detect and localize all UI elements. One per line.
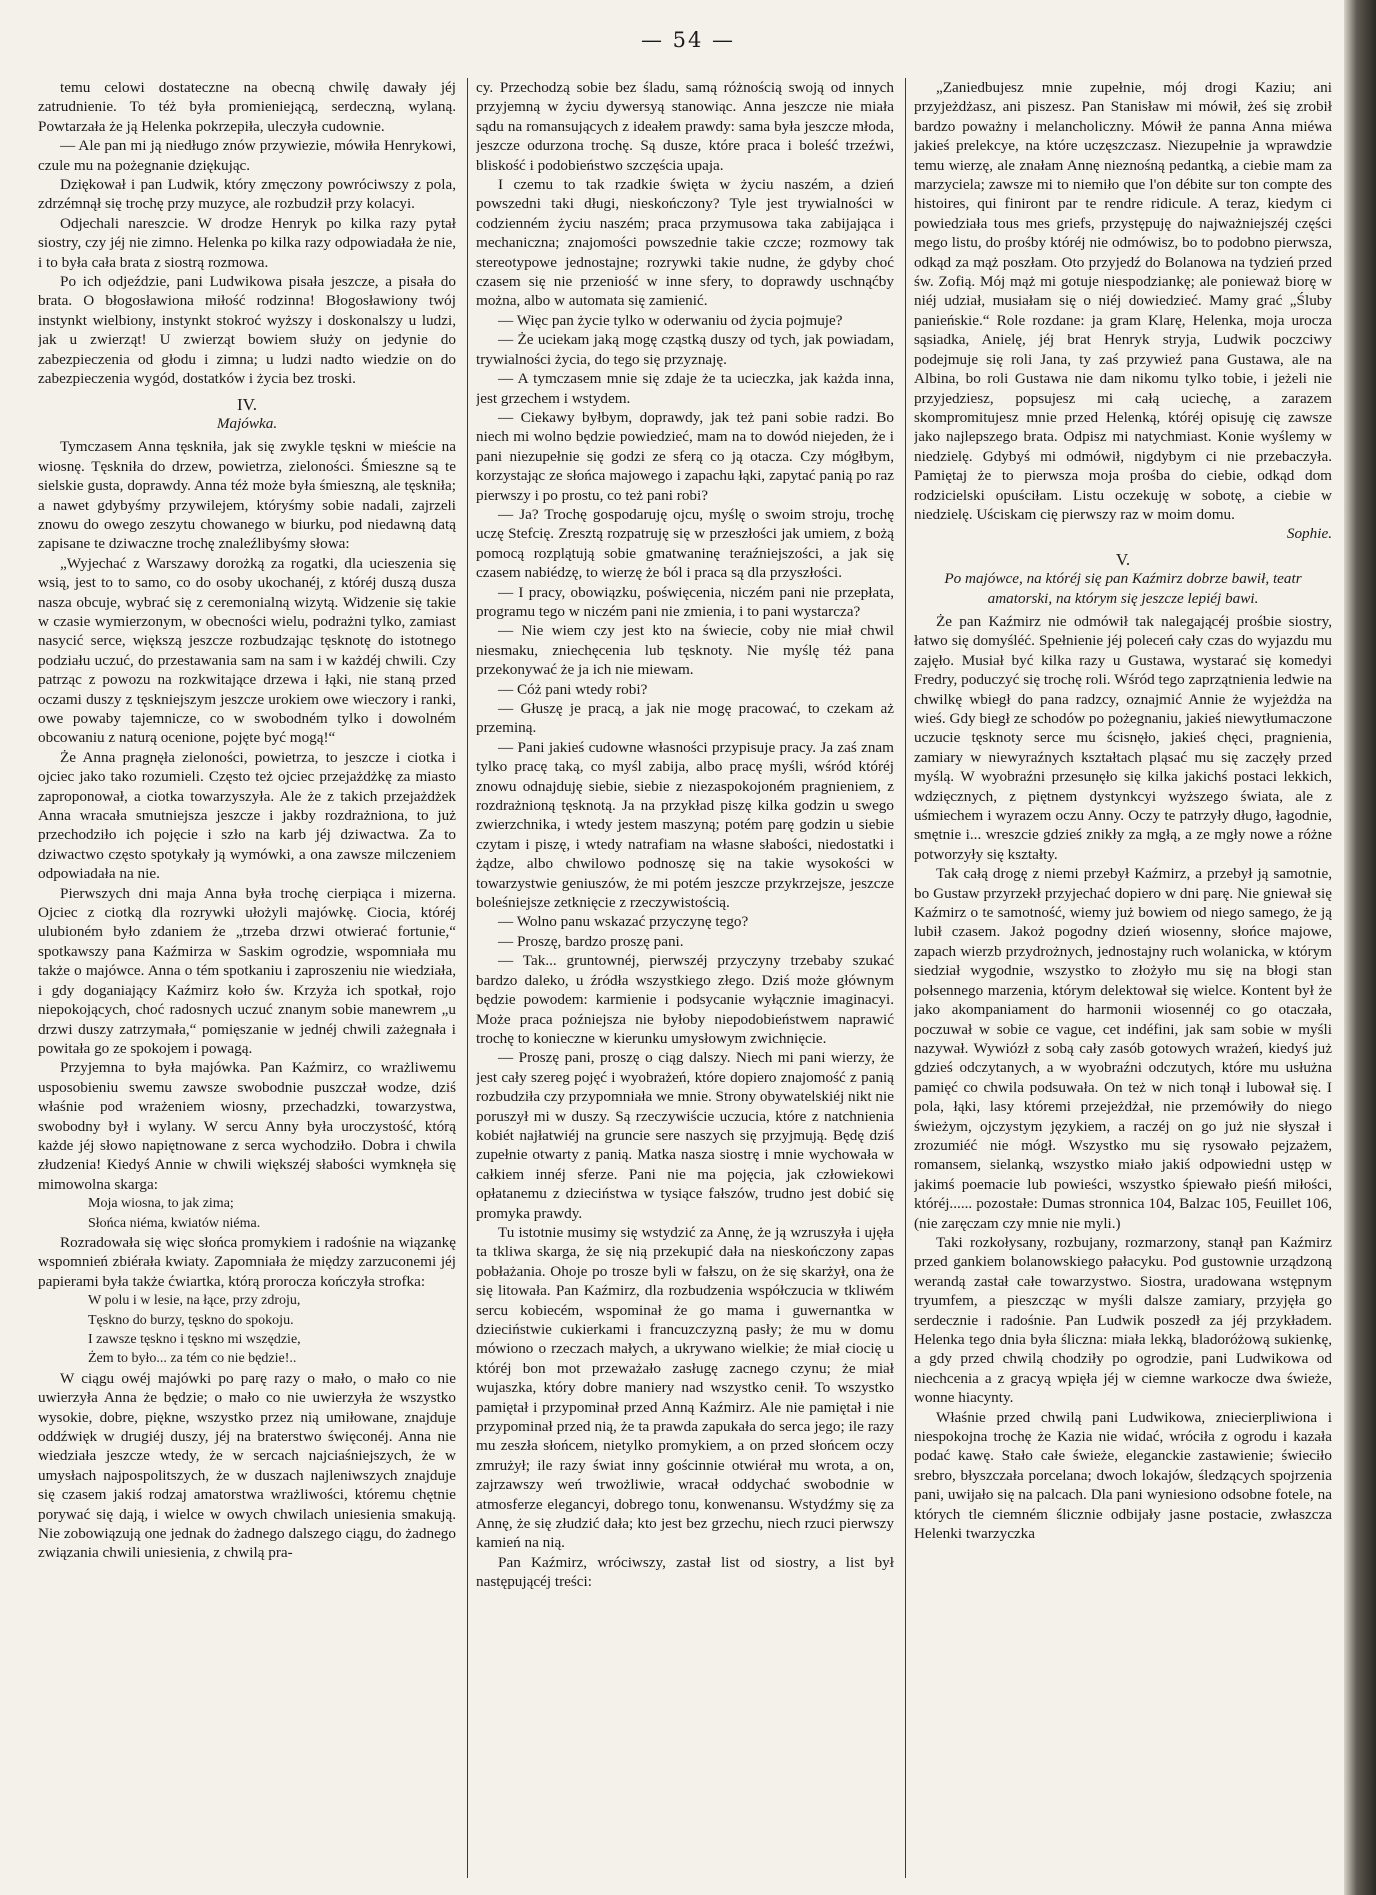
paragraph: — Że uciekam jaką mogę cząstką duszy od tych, jak powiadam, trywialności życia, do tego się przyznaję. <box>476 331 894 368</box>
paragraph: Tak całą drogę z niemi przebył Kaźmirz, a przebył ją samotnie, bo Gustaw przyrzekł przyjechać dopiero w dni parę. Nie gniewał się Kaźmirz o te samotność, wiemy już bowiem od niego samego, że ją lubił czasem. Jakoż pogodny dzień wiosenny, słońce majowe, zapach wierzb przydrożnych, jednostajny ruch wolanicka, w którym siedział wygodnie, wszystko to złożyło mu się na błogi stan połsennego marzenia, którym delektował się wielce. Kontent był że jako akompaniament do harmonii wiosennéj co go otaczała, poczuwał w sobie ce vague, cet indéfini, jak sam sobie w myśli nazywał. Wywiózł z sobą cały zasób gotowych wrażeń, kiedyś już gdzieś odczytanych, a w wyobraźni odczutych, które mu usłużna pamięć co chwila podsuwała. On też w nich tonął i lubował się. I pola, łąki, lasy któremi przejeżdżał, nie przemówiły do niego świeżym, ojczystym językiem, a raczéj on go już nie słyszał i zrozumiéć nie mógł. Wszystko mu się rysowało pejzażem, romansem, sielanką, wszystko miało jakiś odpowiedni ustęp w jakimś poemacie lub powieści, wszystko śpiewało pieśń miłości, któréj...... pozostałe: Dumas stronnica 104, Balzac 105, Feuillet 106, (nie zaręczam czy mnie nie myli.) <box>914 865 1332 1232</box>
verse-line: I zawsze tęskno i tęskno mi wszędzie, <box>88 1332 301 1347</box>
paragraph: — I pracy, obowiązku, poświęcenia, niczém pani nie przepłata, programu tego w niczém pani nie zmienia, i to pani wystarcza? <box>476 583 894 620</box>
column-middle <box>476 78 894 1878</box>
paragraph: — Cóż pani wtedy robi? <box>498 680 648 698</box>
paragraph: — A tymczasem mnie się zdaje że ta ucieczka, jak każda inna, jest grzechem i wstydem. <box>476 370 894 407</box>
signature: Sophie. <box>1286 525 1332 543</box>
paragraph: — Więc pan życie tylko w oderwaniu od życia pojmuje? <box>498 311 843 329</box>
paragraph: — Wolno panu wskazać przyczynę tego? <box>498 913 749 931</box>
paragraph: Rozradowała się więc słońca promykiem i radośnie na wiązankę wspomnień zbiérała kwiaty. Zapomniała że między zarzuconemi jéj papierami była także ćwiartka, którą proroczа kończyła strofka: <box>38 1233 456 1290</box>
verse-line: Tęskno do burzy, tęskno do spokoju. <box>88 1312 294 1328</box>
paragraph: cy. Przechodzą sobie bez śladu, samą różnością swoją od innych przyjemną w życiu dywersyą stanowiąc. Anna jeszcze nie miała sądu na romansujących z ideałem prawdy: sama była jeszcze młoda, jeszcze odurzona trochę. Są dusze, które praca i boleść trzeźwi, bliskość i podobieństwo szczęścia upaja. <box>476 79 894 174</box>
paragraph: Pan Kaźmirz, wróciwszy, zastał list od siostry, a list był następującéj treści: <box>476 1553 894 1591</box>
paragraph: Odjechali nareszcie. W drodze Henryk po kilka razy pytał siostry, czy jéj nie zimno. Helenka po kilka razy odpowiadała że nie, i to była cała brata z siostrą rozmowa. <box>38 214 456 271</box>
section-title: Po majówce, na któréj się pan Kaźmirz dobrze bawił, teatr amatorski, na którym się jeszcze lepiéj bawi. <box>944 570 1302 607</box>
paragraph: — Tak... gruntownéj, pierwszéj przyczyny trzebaby szukać bardzo daleko, u źródła wszystkiego złego. Dziś może głównym będzie powodem: karmienie i podsycanie wyłącznie imaginacyi. Może praca poźniejsza nie byłoby niepodobieństwem naprawić trochę to konieczne w kierunku umysłowym zwichnięcie. <box>476 952 894 1047</box>
paragraph: Pierwszych dni maja Anna była trochę cierpiąca i mizerna. Ojciec z ciotką dla rozrywki ułożyli majówkę. Ciocia, któréj ulubioném było zdaniem że „trzeba drzwi otwierać fortunie,“ spotkawszy pana Kaźmirza w Saskim ogrodzie, wspomniała mu także o majówce. Anna o tém spotkaniu i zaproszeniu nie wiedziała, i gdy doganiający Kaźmirz koło św. Krzyża ich spotkał, rojo niepokojących, choć radosnych uczuć znanym sobie manewrem „u drzwi duszy zatrzymała,“ pomięszanie w jednéj chwili zażegnała i powitała go ze spokojem i powagą. <box>38 884 456 1057</box>
paragraph: Tymczasem Anna tęskniła, jak się zwykle tęskni w mieście na wiosnę. Tęskniła do drzew, powietrza, zieloności. Śmieszne są te sielskie gusta, doprawdy. Anna téż może była śmieszną, ale tęskniła; a nawet gdybyśmy przywilejem, któryśmy sobie nadali, zajrzeli znowu do owego zeszytu chowanego w biurku, pod niedawną datą zapisane te dziwaczne trochę znaleźlibyśmy słowa: <box>38 438 456 553</box>
paragraph: „Zaniedbujesz mnie zupełnie, mój drogi Kaziu; ani przyjeżdżasz, ani piszesz. Pan Stanisław mi mówił, żeś się zrobił bardzo poważny i melancholiczny. Mówił że panna Anna miéwa jakieś prelekcye, na które uczęszczasz. Niezupełnie ja wprawdzie temu wierzę, ale znałam Annę nieznośną pedantką, a ciebie mam za marzyciela; zawsze mi to niemiło que l'on débite sur ton compte des histoires, qui finiront par te rendre ridicule. A teraz, kiedym ci powiedziała tous mes griefs, przystępuję do najważniejszéj części mego listu, do prośby któréj nie odmówisz, bo to podobno pierwsza, odkąd za mąż poszłam. Oto przyjedź do Bolanowa na tydzień przed św. Zofią. Mój mąż mi gotuje niespodziankę; ale ponieważ biorę w niéj udział, musiałam się o niéj dowiedzieć. Mamy grać „Śluby panieńskie.“ Role rozdane: ja gram Klarę, Helenka, moja urocza sąsiadka, Anielę, jéj brat Henryk stryja, Ludwik poczciwy podejmuje się roli Jana, ty zaś przywieź pana Gustawa, ale na Albina, bo roli Gustawa nie dam nikomu tylko tobie, i jeżeli nie przyjedziesz, popsujesz mi całą uciechę, a zarazem skompromitujesz mnie przed Helenką, któréj opisuję cię zawsze jako najlepszego brata. Odpisz mi natychmiast. Konie wyślemy w niedzielę. Gdybyś mi odmówił, nigdybym ci nie przebaczyła. Pamiętaj że to pierwsza moja prośba do ciebie, odkąd dom rodzicielski opuściłam. Listu oczekuję w sobotę, a ciebie w niedzielę. Uściskam cię pierwszy raz w moim domu. <box>914 79 1332 523</box>
paragraph: — Głuszę je pracą, a jak nie mogę pracować, to czekam aż przeminą. <box>476 700 894 737</box>
paragraph: Że Anna pragnęła zieloności, powietrza, to jeszcze i ciotka i ojciec jako tako rozumieli. Często też ojciec przejażdżkę za miasto zaproponował, a ciotka towarzyszyła. Ale że z takich przejażdżek Anna wracała smutniejsza jeszcze i jakby rozdrażniona, to już przechodziło ich pojęcie i szło na karb jéj dziwactwa. Za to dziwactwo często spotykały ją wymówki, a ona zawsze milczeniem odpowiadała na nie. <box>38 748 456 883</box>
paragraph: Właśnie przed chwilą pani Ludwikowa, zniecierpliwiona i niespokojna trochę że Kazia nie widać, wróciła z ogrodu i kazała podać kawę. Stało całe świeże, eleganckie zastawienie; świeciło srebro, błyszczała porcelana; dwoch lokajów, śledzących spojrzenia pani, uwijało się na palcach. Dla pani wyniesiono odsobne fotele, na których tle ciemném ślicznie odbijały jasne postacie, zwłaszcza Helenki twarzyczka <box>914 1408 1332 1543</box>
paragraph: — Ale pan mi ją niedługo znów przywiezie, mówiła Henrykowi, czule mu na pożegnanie dziękując. <box>38 137 456 174</box>
verse-line: Moja wiosna, to jak zima; <box>88 1196 234 1212</box>
verse <box>38 1291 456 1369</box>
paragraph: Tu istotnie musimy się wstydzić za Annę, że ją wzruszyła i ujęła ta tkliwa skarga, że się nią przekupić dała na nieskończony zapas pobłażania. Ohoje po trosze byli w fałszu, on że się skarżył, ona że się litowała. Pan Kaźmirz, dla rozbudzenia współczucia w tkliwém sercu kobiecém, wspominał że go mama i guwernantka w dzieciństwie cukierkami i francuzczyzną pasły; że mu w domu mówiono o rzeczach małych, a ukrywano wielkie; że miał ciocię u któréj bon mot przeważało zasługę zacnego czynu; że miał wujaszka, który dobre maniery nad wszystko cenił. To wszystko pamiętał i przypominał przed Anną Kaźmirz. Ale nie pamiętał i nie przypominał przed nią, że ta prawda zapukała do serca jego; ile razy mu zeszła słońcem, nietylko promykiem, a on przed słońcem oczy zmrużył; ile razy świat inny gościnnie otwiérał mu wrota, a on, zajrzawszy weń trwożliwie, wracał oddychać swobodnie w atmosferze elegancyi, dobrego tonu, konwenansu. Wstydźmy się za Annę, że się złudzić dała; kto jest bez grzechu, niech rzuci pierwszy kamień na nią. <box>476 1223 894 1552</box>
paragraph: Że pan Kaźmirz nie odmówił tak nalegającéj prośbie siostry, łatwo się domyśléć. Spełnienie jéj poleceń cały czas do wyjazdu mu zajęło. Musiał być kilka razy u Gustawa, wystarać się komedyi Fredry, poduczyć się trochę roli. Wśród tego zaprzątnienia ledwie na chwilkę wbiegł do pana radzcy, oznajmić Annie że wyjeżdża na wieś. Gdy biegł ze schodów po pożegnaniu, jakieś niewytłumaczone uczucie tęsknoty serce mu ścisnęło, jakieś chęci, pragnienia, zamiary w niewyraźnych kształtach pląsać mu się zaczęły przed myślą. W wyobraźni przesunęło się kilka jakichś postaci lekkich, wdzięcznych, z piętnem dystynkcyi wyższego świata, ale z uśmiechem i wyrazem oczu Anny. Oczy te patrzyły długo, łagodnie, smętnie i... wreszcie gdzieś znikły za mgłą, a ze mgły nowe a różne potworzyły się kształty. <box>914 612 1332 863</box>
paragraph: W ciągu owéj majówki po parę razy o mało, o mało co nie uwierzyła Anna że będzie; o mało co nie uwierzyła że wszystko wysokie, dobre, piękne, wszystko przez nią umiłowane, znajduje oddźwięk w drugiéj duszy, jéj na braterstwo święconéj. Anna nie wiedziała jeszcze wtedy, że w sercach najciaśniejszych, że w umysłach najpospolitszych, że w duszach najleniwszych znajduje się czasem jakiś rodzaj amatorstwa wrażliwości, któremu chętnie porywać się dają, i wielce w owych chwilach uniesienia smakują. Nie zobowiązują one jednak do żadnego dalszego ciągu, do żadnego związania chwili uniesienia, z chwilą pra- <box>38 1369 456 1562</box>
section-title: Majówka. <box>216 414 278 432</box>
paragraph: Taki rozkołysany, rozbujany, rozmarzony, stanął pan Kaźmirz przed gankiem bolanowskiego pałacyku. Pod gustownie urządzoną werandą zastał całe towarzystwo. Siostra, uradowana wstępnym tryumfem, a pieszcząc w myśli dalsze zamiary, przyjęła go serdecznie i radośnie. Pan Ludwik poszedł za jéj przykładem. Helenka tego dnia była śliczna: miała lekką, bladoróżową sukienkę, a gdy przed chwilą chodziły po ogrodzie, pani Ludwikowa od niechcenia a z gracyą wpięła jéj w ciemne warkocze dwa świeże, wonne hiacynty. <box>914 1233 1332 1407</box>
paragraph: „Wyjechać z Warszawy dorożką za rogatki, dla ucieszenia się wsią, jest to to samo, co do osoby ukochanéj, z któréj duszą dusza nasza obcuje, wybrać się z ceremonialną wizytą. Widzenie się takie w czasie wymierzonym, w obecności wielu, podrażni tylko, zamiast nasycić serce, większą jeszcze rozbudzając tęsknotę do istotnego podziału uczuć, do przestawania sam na sam i w każdéj chwili. Czy patrząc z powozu na rozkwitające drzewa i łąki, nie staną przed oczami duszy z tęskniejszym jeszcze urokiem owe wieczory i ranki, owe powaby tajemnicze, co w swobodném tylko i dowolném obcowaniu z naturą ocenione, pojęte być mogą!“ <box>38 554 456 747</box>
paragraph: — Proszę pani, proszę o ciąg dalszy. Niech mi pani wierzy, że jest cały szereg pojęć i wyobrażeń, które dopiero znajomość z panią rozbudziła czy przypomniała we mnie. Strony obywatelskiéj nikt nie poruszył mi w duszy. Są rzeczywiście uczucia, które z natchnienia kobiét najłatwiéj na gruncie sere naszych się przyjmują. Będę dziś zupełnie otwarty z panią. Matka nasza siostrę i mnie wychowała w całkiem innéj sferze. Pani nie ma pojęcia, jak człowiekowi opłatanemu z dzieciństwa w tysiące fałszów, trudno jest dobić się promyka prawdy. <box>476 1049 894 1222</box>
column-divider <box>905 78 906 1878</box>
paragraph: temu celowi dostateczne na obecną chwilę dawały jéj zatrudnienie. To téż była promieniejącą, serdeczną, wylaną. Powtarzała że ją Helenka pokrzepiła, uleczyła cudownie. <box>38 79 456 135</box>
paragraph: — Ciekawy byłbym, doprawdy, jak też pani sobie radzi. Bo niech mi wolno będzie powiedzieć, mam na to dowód niejeden, że i pani niezupełnie się godzi ze sferą co ją otacza. Czy mógłbym, korzystając ze słońca majowego i zapachu łąki, zapytać panią po raz pierwszy i po prostu, co też pani robi? <box>476 408 894 504</box>
column-left <box>38 78 456 1878</box>
paragraph: Po ich odjeździe, pani Ludwikowa pisała jeszcze, a pisała do brata. O błogosławiona miłość rodzinna! Błogosławiony twój instynkt wielbiony, instynkt stokroć wyższy i doskonalszy u ludzi, jak u zwierząt! U zwierząt bowiem służy on jedynie do zabezpieczenia od głodu i zimna; u ludzi nadto wiedzie on do zabezpieczenia wygód, dostatków i życia bez troski. <box>38 273 456 388</box>
verse-line: W polu i w lesie, na łące, przy zdroju, <box>88 1293 301 1309</box>
section-number: V. <box>1115 549 1131 569</box>
column-right <box>914 78 1332 1878</box>
verse-line: Żem to było... za tém co nie będzie!.. <box>88 1351 297 1367</box>
paragraph: — Proszę, bardzo proszę pani. <box>498 932 684 950</box>
paragraph: — Ja? Trochę gospodaruję ojcu, myślę o swoim stroju, trochę uczę Stefcię. Zresztą rozpatruję się w przeszłości jak umiem, z bożą pomocą rozplątują sobie gmatwaninę teraźniejszości, a jak się czasem nabiédzę, to wierzę że ból i praca są dla przyszłości. <box>476 505 894 582</box>
column-divider <box>467 78 468 1878</box>
paragraph: — Pani jakieś cudowne własności przypisuje pracy. Ja zaś znam tylko pracę taką, co myśl zabija, albo pracę myśli, wśród któréj znowu odnajduję siebie, siebie z niezaspokojoném pragnieniem, z rozdrażnioną tęsknotą. Ja na przykład piszę kilka godzin u swego zwierzchnika, i wtedy jestem maszyną; potém parę godzin u siebie czytam i piszę, i wtedy natrafiam na własne słabości, niedostatki i żądze, albo chwilowo podnoszę się na takie wysokości w towarzystwie geniuszów, że mi potém jeszcze przykrzejsze, jeszcze boleśniejsze zetknięcie z rzeczywistością. <box>476 738 894 912</box>
page-number: — 54 — <box>640 28 736 52</box>
verse <box>38 1194 456 1233</box>
section-number: IV. <box>237 394 257 414</box>
paragraph: — Nie wiem czy jest kto na świecie, coby nie miał chwil niesmaku, zniechęcenia lub tęsknoty. Nie myślę téż pana przekonywać że ja ich nie miewam. <box>476 622 894 679</box>
paragraph: Dziękował i pan Ludwik, który zmęczony powróciwszy z pola, zdrzémnął się trochę przy muzyce, ale rozbudził przy kolacyi. <box>38 176 456 213</box>
paragraph: Przyjemna to była majówka. Pan Kaźmirz, co wrażliwemu usposobieniu swemu zawsze swobodnie puszczał wodze, dziś właśnie pod wrażeniem wiosny, przechadzki, towarzystwa, swobodny był i wylany. W sercu Anny była uroczystość, którą każde jéj słowo napiętnowane z serca wychodziło. Dobra i chwila złudzenia! Kiedyś Annie w chwili większéj słabości wymknęła się mimowolna skarga: <box>38 1059 456 1193</box>
verse-line: Słońca niéma, kwiatów niéma. <box>88 1215 261 1231</box>
binding-edge <box>1344 0 1376 1895</box>
paragraph: I czemu to tak rzadkie święta w życiu naszém, a dzień powszedni taki długi, nieskończony? Tyle jest trywialności w codzienném życiu naszém; praca przymusowa taka zabijająca i mechaniczna; znajomości powszednie takie czcze; rozmowy tak stereotypowe jednostajne; rozrywki takie nudne, że gdyby choć czasem się nie przeniość w inne sfery, to doprawdy uschnąćby można, albo w automata się zamienić. <box>476 176 894 310</box>
